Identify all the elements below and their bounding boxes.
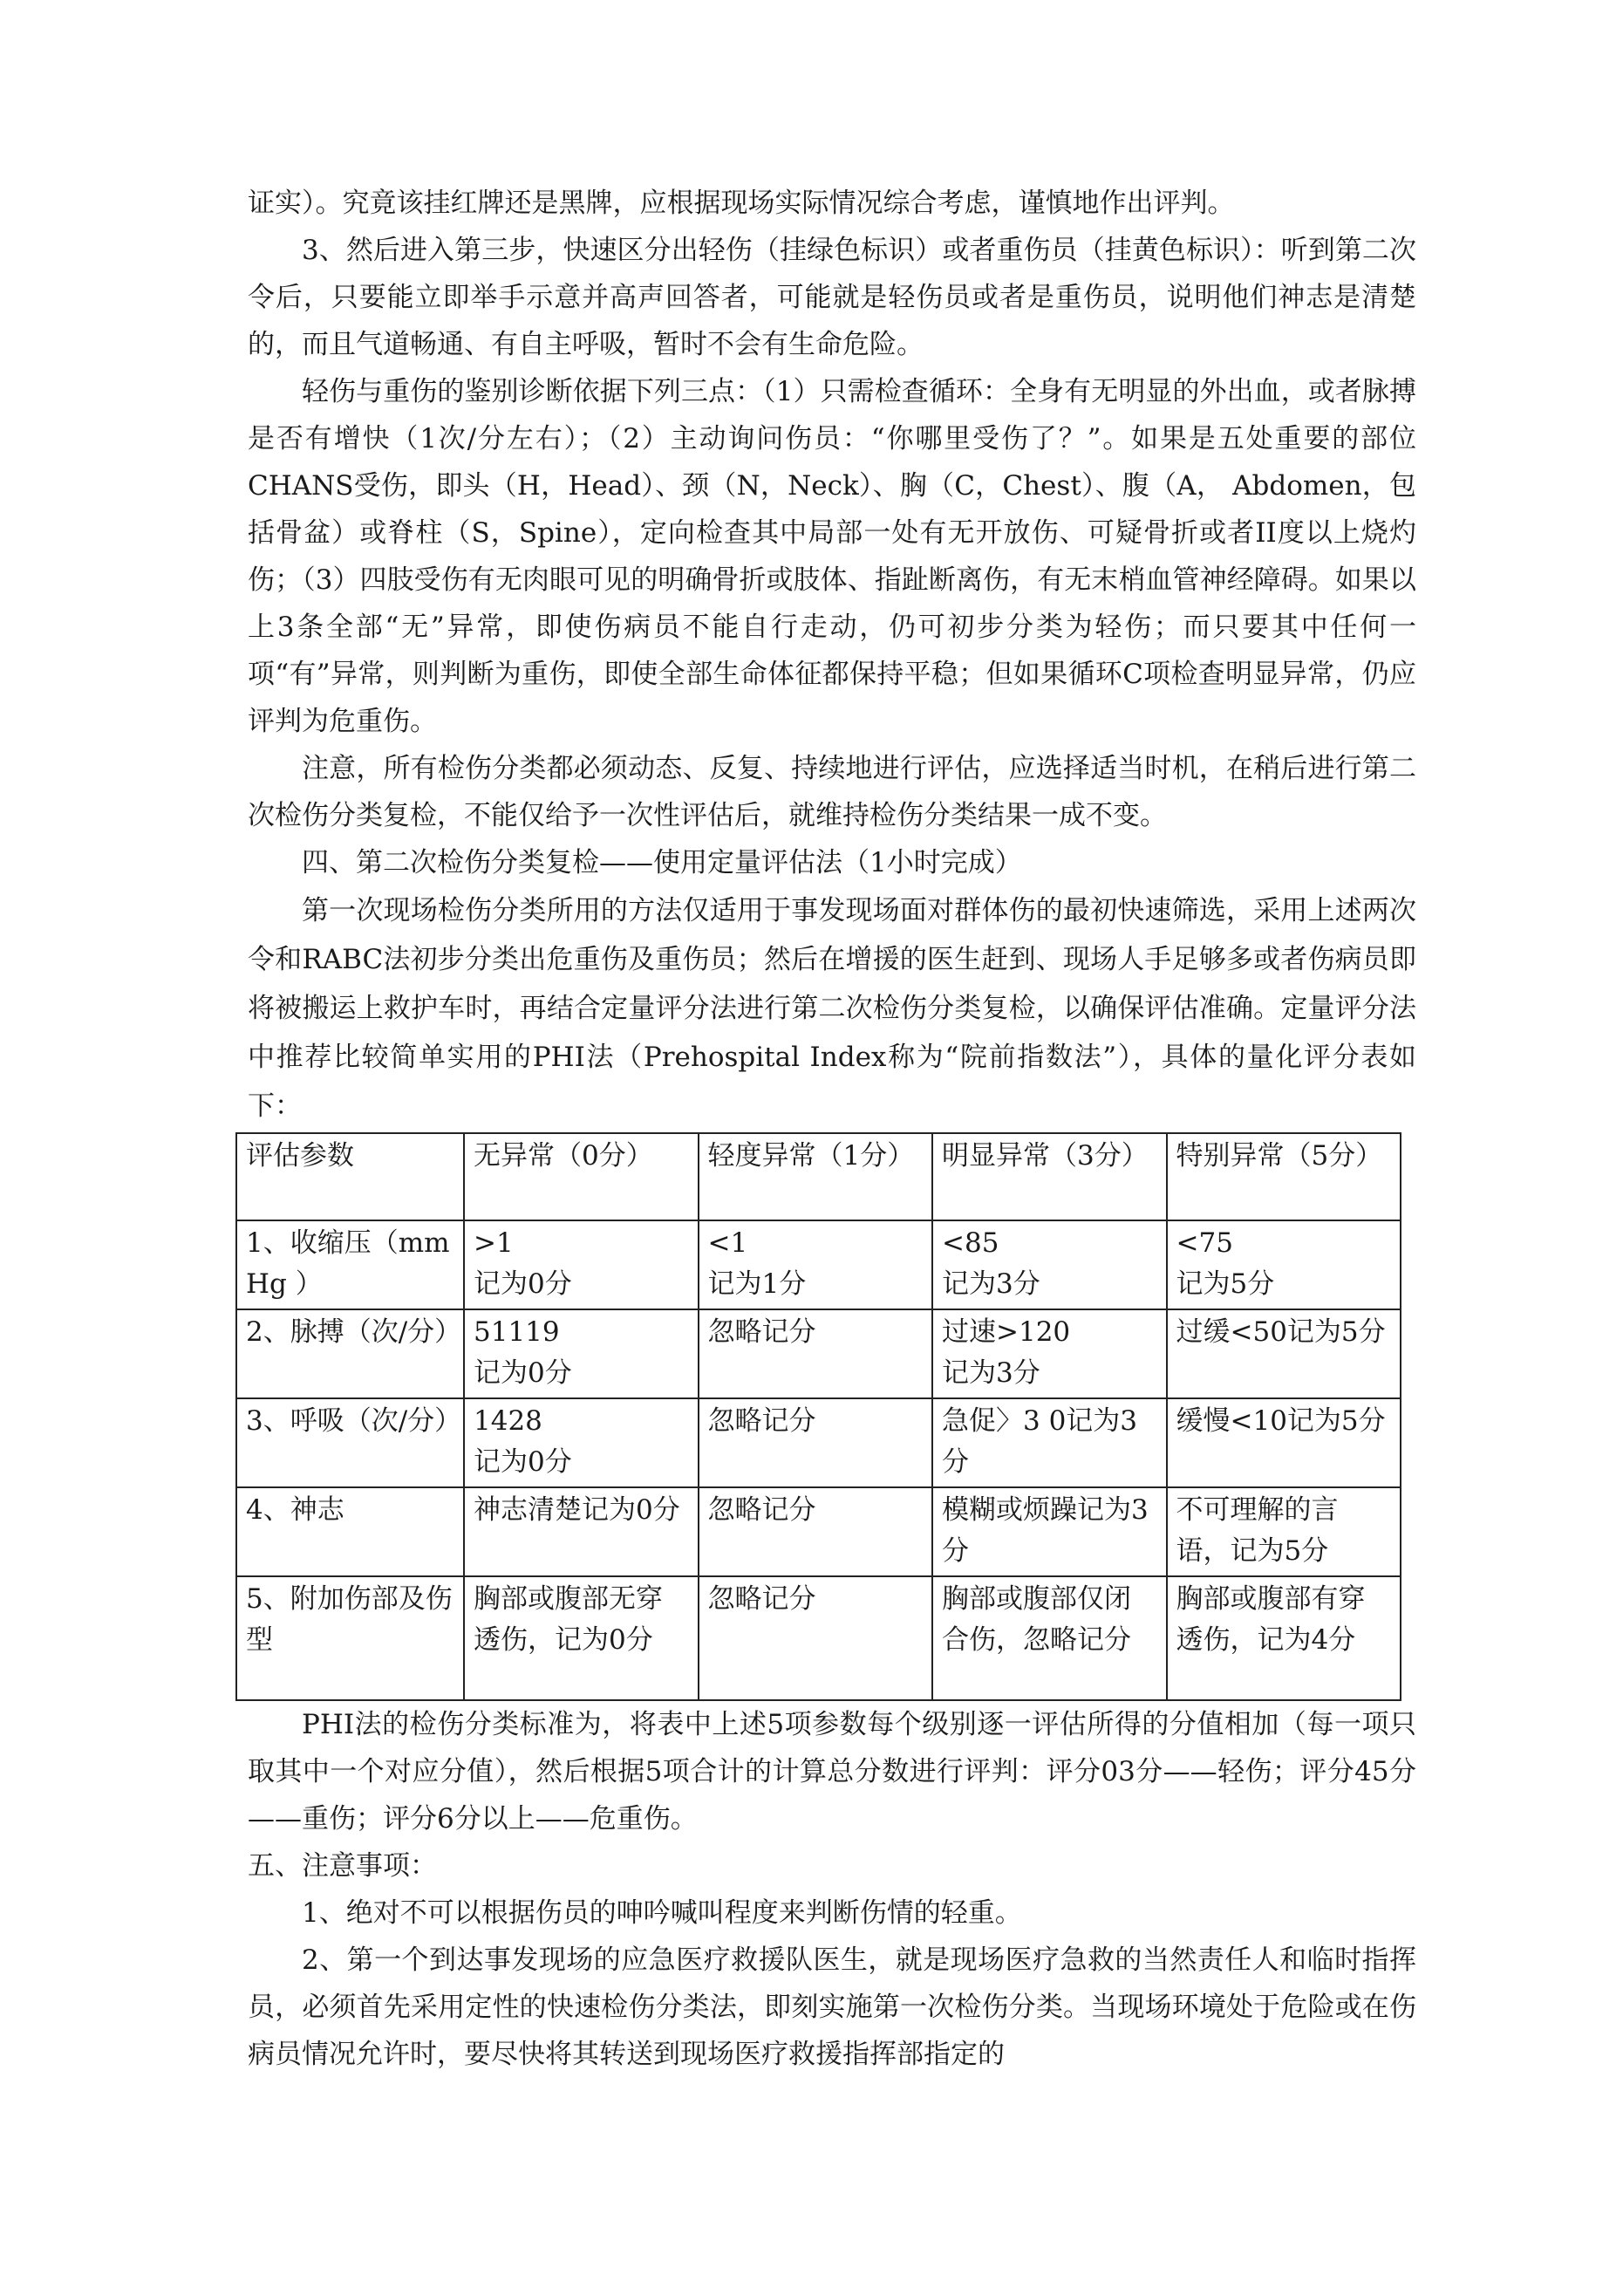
- table-cell: 过缓<50记为5分: [1167, 1309, 1401, 1398]
- phi-score-table: [235, 1132, 1401, 1701]
- table-cell: 忽略记分: [699, 1487, 933, 1576]
- table-cell: 忽略记分: [699, 1398, 933, 1487]
- paragraph-precaution-one: 1、绝对不可以根据伤员的呻吟喊叫程度来判断伤情的轻重。: [302, 1897, 1022, 1929]
- table-cell: 3、呼吸（次/分）: [236, 1398, 464, 1487]
- table-cell: 1428 记为0分: [464, 1398, 699, 1487]
- table-cell: 忽略记分: [699, 1309, 933, 1398]
- table-cell: 不可理解的言语，记为5分: [1167, 1487, 1401, 1576]
- paragraph-phi-intro: 第一次现场检伤分类所用的方法仅适用于事发现场面对群体伤的最初快速筛选，采用上述两次令和RABC法初步分类出危重伤及重伤员；然后在增援的医生赶到、现场人手足够多或者伤病员即将被搬运上救护车时，再结合定量评分法进行第二次检伤分类复检，以确保评估准确。定量评分法中推荐比较简单实用的PHI法（Prehospital Index称为“院前指数法”），具体的量化评分表如下：: [248, 895, 1416, 1122]
- table-cell: 胸部或腹部无穿透伤，记为0分: [464, 1576, 699, 1700]
- table-row: [236, 1220, 1401, 1309]
- table-row: [236, 1398, 1401, 1487]
- table-cell: 51119 记为0分: [464, 1309, 699, 1398]
- table-cell: 胸部或腹部有穿透伤，记为4分: [1167, 1576, 1401, 1700]
- document-page: [248, 180, 1416, 2078]
- section-heading-precautions: 五、注意事项：: [248, 1850, 437, 1882]
- table-cell: <1 记为1分: [699, 1220, 933, 1309]
- table-header-cell: 评估参数: [236, 1133, 464, 1220]
- table-cell: 1、收缩压（mmHg ）: [236, 1220, 464, 1309]
- table-row: [236, 1487, 1401, 1576]
- table-cell: 过速>120 记为3分: [932, 1309, 1167, 1398]
- table-cell: 5、附加伤部及伤型: [236, 1576, 464, 1700]
- table-header-cell: 轻度异常（1分）: [699, 1133, 933, 1220]
- paragraph-continuation: 证实）。究竟该挂红牌还是黑牌，应根据现场实际情况综合考虑，谨慎地作出评判。: [248, 188, 1235, 219]
- table-header-cell: 明显异常（3分）: [932, 1133, 1167, 1220]
- table-header-cell: 无异常（0分）: [464, 1133, 699, 1220]
- table-cell: 缓慢<10记为5分: [1167, 1398, 1401, 1487]
- table-cell: 模糊或烦躁记为3分: [932, 1487, 1167, 1576]
- table-cell: 4、神志: [236, 1487, 464, 1576]
- table-cell: 神志清楚记为0分: [464, 1487, 699, 1576]
- table-cell: <85 记为3分: [932, 1220, 1167, 1309]
- paragraph-differential-diagnosis: 轻伤与重伤的鉴别诊断依据下列三点：（1）只需检查循环：全身有无明显的外出血，或者脉搏是否有增快（1次/分左右）；（2）主动询问伤员：“你哪里受伤了？”。如果是五处重要的部位CHANS受伤，即头（H，Head）、颈（N，Neck）、胸（C，Chest）、腹（A， Abdomen，包括骨盆）或脊柱（S，Spine），定向检查其中局部一处有无开放伤、可疑骨折或者II度以上烧灼伤；（3）四肢受伤有无肉眼可见的明确骨折或肢体、指趾断离伤，有无末梢血管神经障碍。如果以上3条全部“无”异常，即使伤病员不能自行走动，仍可初步分类为轻伤；而只要其中任何一项“有”异常，则判断为重伤，即使全部生命体征都保持平稳；但如果循环C项检查明显异常，仍应评判为危重伤。: [248, 376, 1416, 737]
- table-header-cell: 特别异常（5分）: [1167, 1133, 1401, 1220]
- table-cell: 急促〉3 0记为3分: [932, 1398, 1167, 1487]
- paragraph-step-three: 3、然后进入第三步，快速区分出轻伤（挂绿色标识）或者重伤员（挂黄色标识）：听到第二次令后，只要能立即举手示意并高声回答者，可能就是轻伤员或者是重伤员，说明他们神志是清楚的，而且气道畅通、有自主呼吸，暂时不会有生命危险。: [248, 235, 1416, 360]
- table-row: [236, 1576, 1401, 1700]
- table-cell: <75 记为5分: [1167, 1220, 1401, 1309]
- table-cell: 2、脉搏（次/分）: [236, 1309, 464, 1398]
- paragraph-precaution-two: 2、第一个到达事发现场的应急医疗救援队医生，就是现场医疗急救的当然责任人和临时指挥员，必须首先采用定性的快速检伤分类法，即刻实施第一次检伤分类。当现场环境处于危险或在伤病员情况允许时，要尽快将其转送到现场医疗救援指挥部指定的: [248, 1944, 1416, 2070]
- table-cell: 胸部或腹部仅闭合伤，忽略记分: [932, 1576, 1167, 1700]
- paragraph-note-reassessment: 注意，所有检伤分类都必须动态、反复、持续地进行评估，应选择适当时机，在稍后进行第二次检伤分类复检，不能仅给予一次性评估后，就维持检伤分类结果一成不变。: [248, 753, 1416, 831]
- table-row: [236, 1309, 1401, 1398]
- table-header-row: [236, 1133, 1401, 1220]
- paragraph-phi-criteria: PHI法的检伤分类标准为，将表中上述5项参数每个级别逐一评估所得的分值相加（每一项只取其中一个对应分值），然后根据5项合计的计算总分数进行评判：评分03分——轻伤；评分45分——重伤；评分6分以上——危重伤。: [248, 1709, 1416, 1835]
- section-heading-second-triage: 四、第二次检伤分类复检——使用定量评估法（1小时完成）: [302, 847, 1022, 878]
- table-cell: 忽略记分: [699, 1576, 933, 1700]
- table-cell: >1 记为0分: [464, 1220, 699, 1309]
